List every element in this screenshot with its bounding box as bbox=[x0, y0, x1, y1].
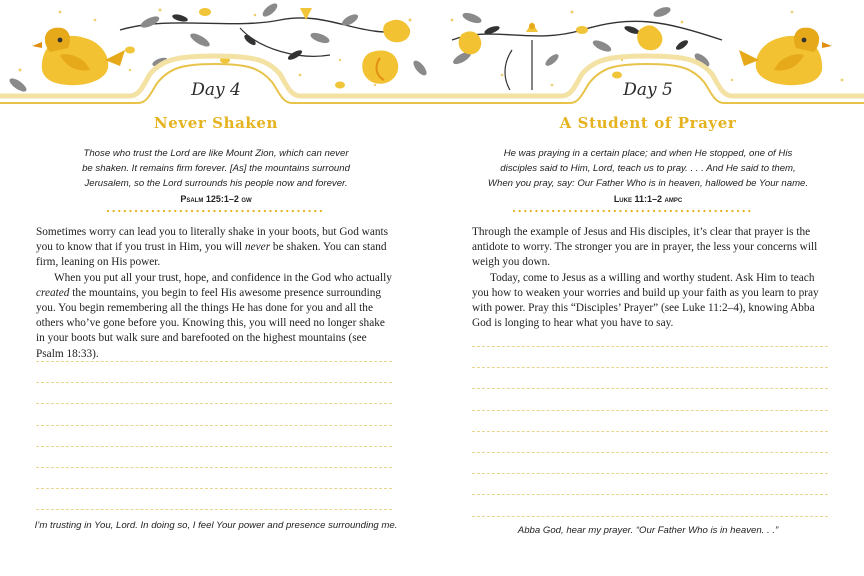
devotion-body bbox=[36, 225, 394, 362]
devotion-title: A Student of Prayer bbox=[559, 114, 737, 132]
dotted-divider bbox=[106, 208, 326, 214]
closing-prayer: I’m trusting in You, Lord. In doing so, I feel Your power and presence surrounding me. bbox=[34, 520, 398, 531]
bird-illustration bbox=[739, 28, 832, 86]
scripture-reference: Psalm 125:1–2 gw bbox=[180, 194, 252, 204]
verse-line: Those who trust the Lord are like Mount Zion, which can never bbox=[83, 148, 349, 159]
day-label: Day 5 bbox=[623, 80, 673, 100]
dotted-divider bbox=[512, 208, 752, 214]
writing-line[interactable] bbox=[472, 346, 828, 348]
writing-line[interactable] bbox=[472, 367, 828, 369]
journal-lines[interactable] bbox=[36, 361, 392, 531]
verse-line: be shaken. It remains firm forever. [As] the mountains surround bbox=[82, 163, 350, 174]
closing-prayer: Abba God, hear my prayer. “Our Father Who is in heaven. . .” bbox=[517, 525, 779, 536]
paragraph: Today, come to Jesus as a willing and worthy student. Ask Him to teach you how to weaken your worries and build up your faith as you learn to pray with power. Pray this “Disciples’ Prayer” (see Luke 11:2–4), knowing Abba God is longing to hear what you have to say. bbox=[472, 271, 819, 330]
writing-line[interactable] bbox=[36, 425, 392, 427]
writing-line[interactable] bbox=[472, 516, 828, 518]
devotion-body bbox=[472, 225, 830, 331]
paragraph: When you put all your trust, hope, and confidence in the God who actually created the mountains, you begin to feel His awesome presence surrounding you. You begin remembering all the things He has done for you and all the others who’ve gone before you. Knowing this, you will need no longer shake in your boots but walk sure and barefooted on the highest mountains (see Psalm 18:33). bbox=[36, 271, 392, 360]
devotion-title: Never Shaken bbox=[153, 114, 279, 132]
verse-line: When you pray, say: Our Father Who is in heaven, hallowed be Your name. bbox=[487, 178, 809, 189]
page-day-5 bbox=[432, 0, 864, 576]
writing-line[interactable] bbox=[36, 488, 392, 490]
bird-illustration bbox=[32, 28, 125, 86]
writing-line[interactable] bbox=[472, 473, 828, 475]
verse-line: disciples said to Him, Lord, teach us to pray. . . . And He said to them, bbox=[500, 163, 796, 174]
scripture-quote bbox=[0, 146, 432, 207]
journal-lines[interactable] bbox=[472, 346, 828, 537]
writing-line[interactable] bbox=[36, 361, 392, 363]
scripture-quote bbox=[432, 146, 864, 207]
writing-line[interactable] bbox=[472, 452, 828, 454]
day-label: Day 4 bbox=[191, 80, 241, 100]
paragraph: Through the example of Jesus and His disciples, it’s clear that prayer is the antidote to worry. The stronger you are in prayer, the less your concerns will weigh you down. bbox=[472, 226, 818, 269]
verse-line: He was praying in a certain place; and when He stopped, one of His bbox=[503, 148, 793, 159]
scripture-reference: Luke 11:1–2 ampc bbox=[613, 194, 683, 204]
writing-line[interactable] bbox=[36, 467, 392, 469]
writing-line[interactable] bbox=[472, 431, 828, 433]
writing-line[interactable] bbox=[472, 494, 828, 496]
paragraph: Sometimes worry can lead you to literally shake in your boots, but God wants you to know that if you trust in Him, you will never be shaken. You can stand firm, leaning on His power. bbox=[36, 226, 389, 269]
writing-line[interactable] bbox=[36, 403, 392, 405]
writing-line[interactable] bbox=[36, 509, 392, 511]
writing-line[interactable] bbox=[472, 388, 828, 390]
writing-line[interactable] bbox=[36, 446, 392, 448]
verse-line: Jerusalem, so the Lord surrounds his people now and forever. bbox=[84, 178, 348, 189]
writing-line[interactable] bbox=[472, 410, 828, 412]
writing-line[interactable] bbox=[36, 382, 392, 384]
